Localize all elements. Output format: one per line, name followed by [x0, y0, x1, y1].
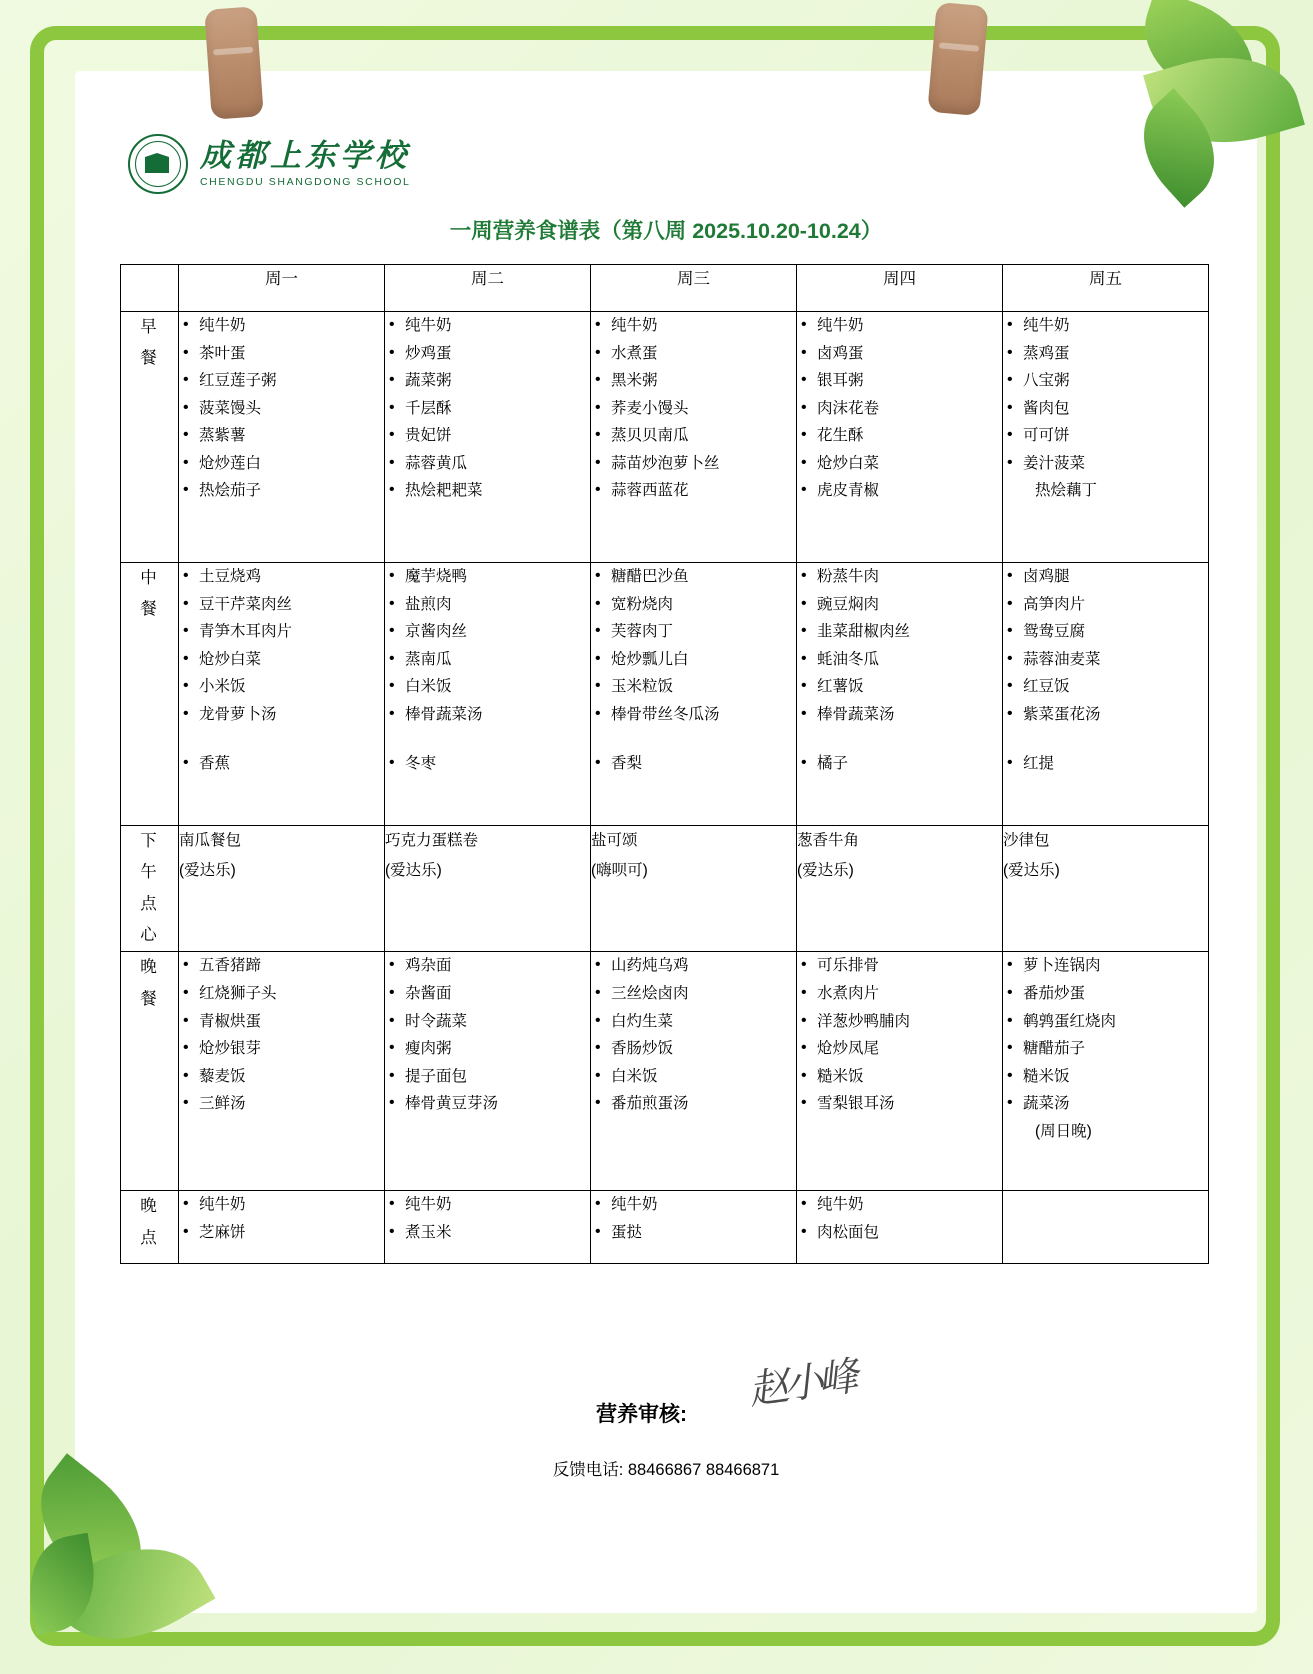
list-item: • 纯牛奶	[1003, 312, 1208, 340]
list-item: • 杂酱面	[385, 980, 590, 1008]
table-row-dinner	[121, 952, 1209, 1191]
list-item: • 龙骨萝卜汤	[179, 701, 384, 729]
list-item: • 京酱肉丝	[385, 618, 590, 646]
list-item: • 蒸南瓜	[385, 646, 590, 674]
list-item: • 红薯饭	[797, 673, 1002, 701]
list-item: • 山药炖乌鸡	[591, 952, 796, 980]
list-item-fruit: • 冬枣	[385, 750, 590, 778]
day-header-tue: 周二	[385, 265, 591, 312]
cell-snack-mon	[179, 826, 385, 952]
handwritten-signature: 赵小峰	[745, 1353, 857, 1414]
school-name-cn: 成都上东学校	[200, 138, 410, 174]
list-item: • 提子面包	[385, 1063, 590, 1091]
cell-dinner-mon	[179, 952, 385, 1191]
snack-vendor: (爱达乐)	[179, 862, 236, 880]
list-item: • 糖醋巴沙鱼	[591, 563, 796, 591]
cell-lunch-wed	[591, 563, 797, 826]
snack-name: 沙律包	[1003, 832, 1050, 849]
list-item: • 青椒烘蛋	[179, 1008, 384, 1036]
list-item: • 纯牛奶	[179, 312, 384, 340]
list-item: • 酱肉包	[1003, 395, 1208, 423]
cell-lunch-mon	[179, 563, 385, 826]
list-item: • 宽粉烧肉	[591, 591, 796, 619]
list-item: • 纯牛奶	[797, 1191, 1002, 1219]
list-item: • 虎皮青椒	[797, 477, 1002, 505]
snack-name: 盐可颂	[591, 832, 638, 849]
row-label-lunch-char2: 餐	[140, 600, 159, 619]
list-item: • 花生酥	[797, 422, 1002, 450]
cell-night-fri	[1003, 1191, 1209, 1264]
list-item: • 白米饭	[385, 673, 590, 701]
list-item: • 贵妃饼	[385, 422, 590, 450]
cell-dinner-tue	[385, 952, 591, 1191]
list-item: • 蒜蓉油麦菜	[1003, 646, 1208, 674]
list-item: • 瘦肉粥	[385, 1035, 590, 1063]
list-item: • 炒鸡蛋	[385, 340, 590, 368]
list-item: • 千层酥	[385, 395, 590, 423]
list-item: • 粉蒸牛肉	[797, 563, 1002, 591]
list-item: • 青笋木耳肉片	[179, 618, 384, 646]
list-item: • 糙米饭	[1003, 1063, 1208, 1091]
list-item: • 番茄炒蛋	[1003, 980, 1208, 1008]
list-item: • 煮玉米	[385, 1219, 590, 1247]
school-name-en: CHENGDU SHANGDONG SCHOOL	[200, 175, 411, 188]
cell-night-mon	[179, 1191, 385, 1264]
snack-name: 葱香牛角	[797, 832, 860, 849]
list-item: • 蒸紫薯	[179, 422, 384, 450]
snack-name: 南瓜餐包	[179, 832, 242, 849]
list-item: • 红豆饭	[1003, 673, 1208, 701]
feedback-phone: 反馈电话: 88466867 88466871	[552, 1461, 780, 1479]
list-item: • 卤鸡蛋	[797, 340, 1002, 368]
cell-lunch-fri	[1003, 563, 1209, 826]
cell-breakfast-tue	[385, 312, 591, 563]
row-label-lunch-char1: 中	[140, 569, 159, 587]
row-label-afternoon-snack	[121, 826, 179, 952]
row-label-snack-char2: 午	[140, 863, 159, 882]
list-item: • 炝炒瓢儿白	[591, 646, 796, 674]
list-item: • 芝麻饼	[179, 1219, 384, 1247]
cell-breakfast-mon	[179, 312, 385, 563]
list-item-fruit: • 红提	[1003, 750, 1208, 778]
list-item: • 水煮蛋	[591, 340, 796, 368]
list-item: • 白米饭	[591, 1063, 796, 1091]
list-item: • 白灼生菜	[591, 1008, 796, 1036]
row-label-snack-char4: 心	[140, 926, 159, 945]
list-item: • 黑米粥	[591, 367, 796, 395]
list-item: • 肉沫花卷	[797, 395, 1002, 423]
list-item: • 热烩耙耙菜	[385, 477, 590, 505]
list-item: • 水煮肉片	[797, 980, 1002, 1008]
list-item: • 盐煎肉	[385, 591, 590, 619]
list-item: • 时令蔬菜	[385, 1008, 590, 1036]
row-label-snack-char3: 点	[140, 894, 159, 913]
list-item: • 蔬菜粥	[385, 367, 590, 395]
list-item: • 茶叶蛋	[179, 340, 384, 368]
list-item: • 荞麦小馒头	[591, 395, 796, 423]
snack-vendor: (嗨呗可)	[591, 862, 648, 880]
row-label-night-char1: 晚	[140, 1197, 159, 1216]
list-item: • 韭菜甜椒肉丝	[797, 618, 1002, 646]
list-item: • 蒸贝贝南瓜	[591, 422, 796, 450]
list-item: • 菠菜馒头	[179, 395, 384, 423]
list-item: • 棒骨带丝冬瓜汤	[591, 701, 796, 729]
row-label-dinner	[121, 952, 179, 1191]
cell-snack-wed	[591, 826, 797, 952]
list-item: • 玉米粒饭	[591, 673, 796, 701]
list-item: • 棒骨蔬菜汤	[385, 701, 590, 729]
school-emblem-icon	[128, 134, 188, 194]
list-item: • 蒜蓉黄瓜	[385, 450, 590, 478]
list-item: • 蒸鸡蛋	[1003, 340, 1208, 368]
weekly-menu-table	[120, 264, 1209, 1264]
day-header-thu: 周四	[797, 265, 1003, 312]
signature-label: 营养审核:	[596, 1403, 687, 1426]
list-item: • 肉松面包	[797, 1219, 1002, 1247]
list-item: • 萝卜连锅肉	[1003, 952, 1208, 980]
list-item: • 五香猪蹄	[179, 952, 384, 980]
cell-lunch-tue	[385, 563, 591, 826]
list-item: • 蒜苗炒泡萝卜丝	[591, 450, 796, 478]
cell-night-tue	[385, 1191, 591, 1264]
row-label-dinner-char2: 餐	[140, 989, 159, 1008]
list-item: • 蛋挞	[591, 1219, 796, 1247]
snack-name: 巧克力蛋糕卷	[385, 832, 479, 849]
table-row-night-snack	[121, 1191, 1209, 1264]
list-item: • 可乐排骨	[797, 952, 1002, 980]
list-item: • 纯牛奶	[591, 312, 796, 340]
list-item: • 炝炒莲白	[179, 450, 384, 478]
cell-snack-tue	[385, 826, 591, 952]
list-item: • 高笋肉片	[1003, 591, 1208, 619]
cell-snack-thu	[797, 826, 1003, 952]
table-corner-cell	[121, 265, 179, 312]
list-item: • 豌豆焖肉	[797, 591, 1002, 619]
list-item: • 热烩茄子	[179, 477, 384, 505]
list-item-fruit: • 香蕉	[179, 750, 384, 778]
list-item: • 可可饼	[1003, 422, 1208, 450]
list-item: • 洋葱炒鸭脯肉	[797, 1008, 1002, 1036]
row-label-night-snack	[121, 1191, 179, 1264]
list-item: • 鹌鹑蛋红烧肉	[1003, 1008, 1208, 1036]
list-item: • 炝炒白菜	[797, 450, 1002, 478]
list-item-fruit: • 橘子	[797, 750, 1002, 778]
list-item: • 棒骨黄豆芽汤	[385, 1090, 590, 1118]
table-header-row	[121, 265, 1209, 312]
snack-vendor: (爱达乐)	[385, 862, 442, 880]
list-item: • 蚝油冬瓜	[797, 646, 1002, 674]
list-item: • 姜汁菠菜	[1003, 450, 1208, 478]
row-label-breakfast-char2: 餐	[140, 349, 159, 368]
list-item: • 棒骨蔬菜汤	[797, 701, 1002, 729]
list-item: • 纯牛奶	[591, 1191, 796, 1219]
row-label-breakfast	[121, 312, 179, 563]
table-row-breakfast	[121, 312, 1209, 563]
cell-dinner-wed	[591, 952, 797, 1191]
list-item: • 纯牛奶	[385, 1191, 590, 1219]
list-item: • 卤鸡腿	[1003, 563, 1208, 591]
school-logo	[128, 134, 411, 194]
list-item: • 藜麦饭	[179, 1063, 384, 1091]
list-item: • 炝炒银芽	[179, 1035, 384, 1063]
cell-breakfast-wed	[591, 312, 797, 563]
list-item: • 炝炒白菜	[179, 646, 384, 674]
signature-area	[76, 1353, 1256, 1480]
list-item: • 三丝烩卤肉	[591, 980, 796, 1008]
list-item: • 红烧狮子头	[179, 980, 384, 1008]
cell-lunch-thu	[797, 563, 1003, 826]
list-item: • 纯牛奶	[179, 1191, 384, 1219]
day-header-mon: 周一	[179, 265, 385, 312]
document-content	[76, 72, 1256, 1612]
list-item-fruit: • 香梨	[591, 750, 796, 778]
list-item: • 鸡杂面	[385, 952, 590, 980]
list-item: • 番茄煎蛋汤	[591, 1090, 796, 1118]
list-item: • 三鲜汤	[179, 1090, 384, 1118]
table-row-afternoon-snack	[121, 826, 1209, 952]
row-label-lunch	[121, 563, 179, 826]
cell-dinner-thu	[797, 952, 1003, 1191]
list-item: • 雪梨银耳汤	[797, 1090, 1002, 1118]
cell-dinner-fri	[1003, 952, 1209, 1191]
day-header-wed: 周三	[591, 265, 797, 312]
row-label-snack-char1: 下	[140, 832, 159, 850]
cell-night-thu	[797, 1191, 1003, 1264]
list-item: • 紫菜蛋花汤	[1003, 701, 1208, 729]
cell-breakfast-thu	[797, 312, 1003, 563]
list-item: • 八宝粥	[1003, 367, 1208, 395]
row-label-night-char2: 点	[140, 1228, 159, 1247]
cell-night-wed	[591, 1191, 797, 1264]
list-item: • 纯牛奶	[797, 312, 1002, 340]
list-item: • 糖醋茄子	[1003, 1035, 1208, 1063]
list-item: • 炝炒凤尾	[797, 1035, 1002, 1063]
cell-breakfast-fri	[1003, 312, 1209, 563]
list-item: • 香肠炒饭	[591, 1035, 796, 1063]
list-item: • 芙蓉肉丁	[591, 618, 796, 646]
list-item: • 红豆莲子粥	[179, 367, 384, 395]
list-item: • 鸳鸯豆腐	[1003, 618, 1208, 646]
list-item: 热烩藕丁	[1035, 482, 1098, 500]
snack-vendor: (爱达乐)	[1003, 862, 1060, 880]
list-item: • 糙米饭	[797, 1063, 1002, 1091]
list-item: • 蔬菜汤	[1003, 1090, 1208, 1118]
list-item: • 豆干芹菜肉丝	[179, 591, 384, 619]
list-item: • 银耳粥	[797, 367, 1002, 395]
list-item: • 纯牛奶	[385, 312, 590, 340]
snack-vendor: (爱达乐)	[797, 862, 854, 880]
list-item: • 魔芋烧鸭	[385, 563, 590, 591]
day-header-fri: 周五	[1003, 265, 1209, 312]
list-item: • 小米饭	[179, 673, 384, 701]
row-label-breakfast-char1: 早	[140, 318, 159, 336]
list-item: • 蒜蓉西蓝花	[591, 477, 796, 505]
table-row-lunch	[121, 563, 1209, 826]
row-label-dinner-char1: 晚	[140, 958, 159, 977]
page-title: 一周营养食谱表（第八周 2025.10.20-10.24）	[449, 219, 883, 243]
dinner-note: (周日晚)	[1035, 1122, 1092, 1140]
cell-snack-fri	[1003, 826, 1209, 952]
list-item: • 土豆烧鸡	[179, 563, 384, 591]
